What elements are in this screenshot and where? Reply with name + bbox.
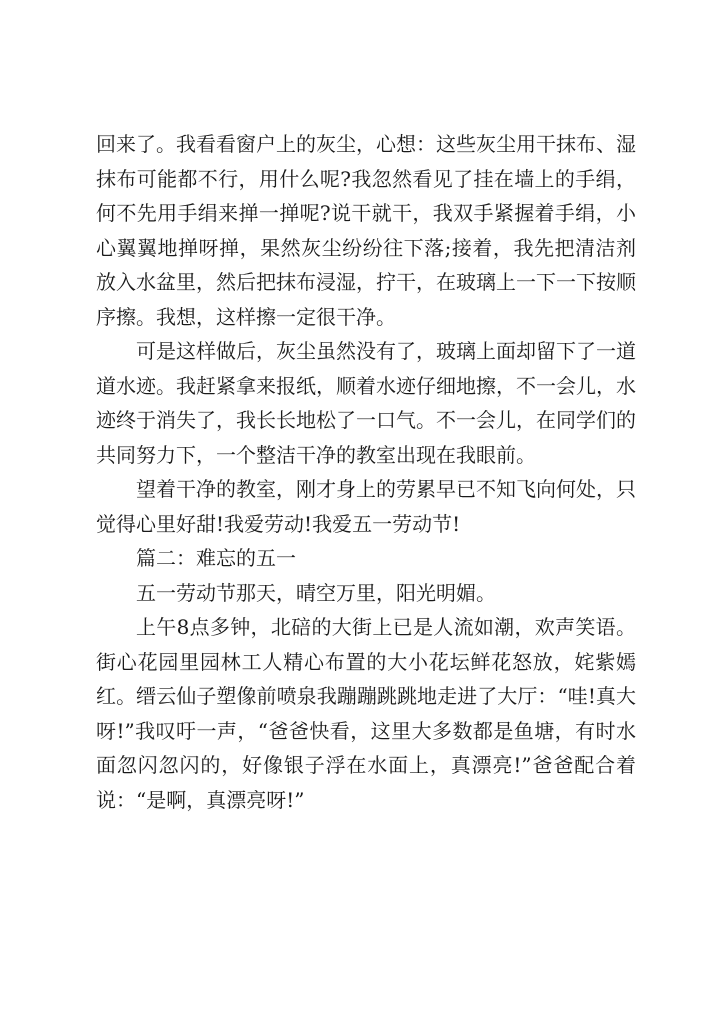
- paragraph: 上午8点多钟，北碚的大街上已是人流如潮，欢声笑语。街心花园里园林工人精心布置的大小花坛鲜花怒放，姹紫嫣红。缙云仙子塑像前喷泉我蹦蹦跳跳地走进了大厅：“哇!真大呀!”我叹吁一声，“爸爸快看，这里大多数都是鱼塘，有时水面忽闪忽闪的，好像银子浮在水面上，真漂亮!”爸爸配合着说：“是啊，真漂亮呀!”: [96, 615, 636, 812]
- paragraph: 可是这样做后，灰尘虽然没有了，玻璃上面却留下了一道道水迹。我赶紧拿来报纸，顺着水迹仔细地擦，不一会儿，水迹终于消失了，我长长地松了一口气。不一会儿，在同学们的共同努力下，一个整洁干净的教室出现在我眼前。: [96, 339, 636, 467]
- document-body: [96, 127, 636, 817]
- paragraph: 望着干净的教室，刚才身上的劳累早已不知飞向何处，只觉得心里好甜!我爱劳动!我爱五一劳动节!: [96, 477, 636, 536]
- section-heading: 篇二：难忘的五一: [136, 546, 296, 570]
- paragraph: 五一劳动节那天，晴空万里，阳光明媚。: [136, 580, 496, 605]
- paragraph-continuation: 回来了。我看看窗户上的灰尘，心想：这些灰尘用干抹布、湿抹布可能都不行，用什么呢?我忽然看见了挂在墙上的手绢，何不先用手绢来掸一掸呢?说干就干，我双手紧握着手绢，小心翼翼地掸呀掸，果然灰尘纷纷往下落;接着，我先把清洁剂放入水盆里，然后把抹布浸湿，拧干，在玻璃上一下一下按顺序擦。我想，这样擦一定很干净。: [96, 132, 636, 329]
